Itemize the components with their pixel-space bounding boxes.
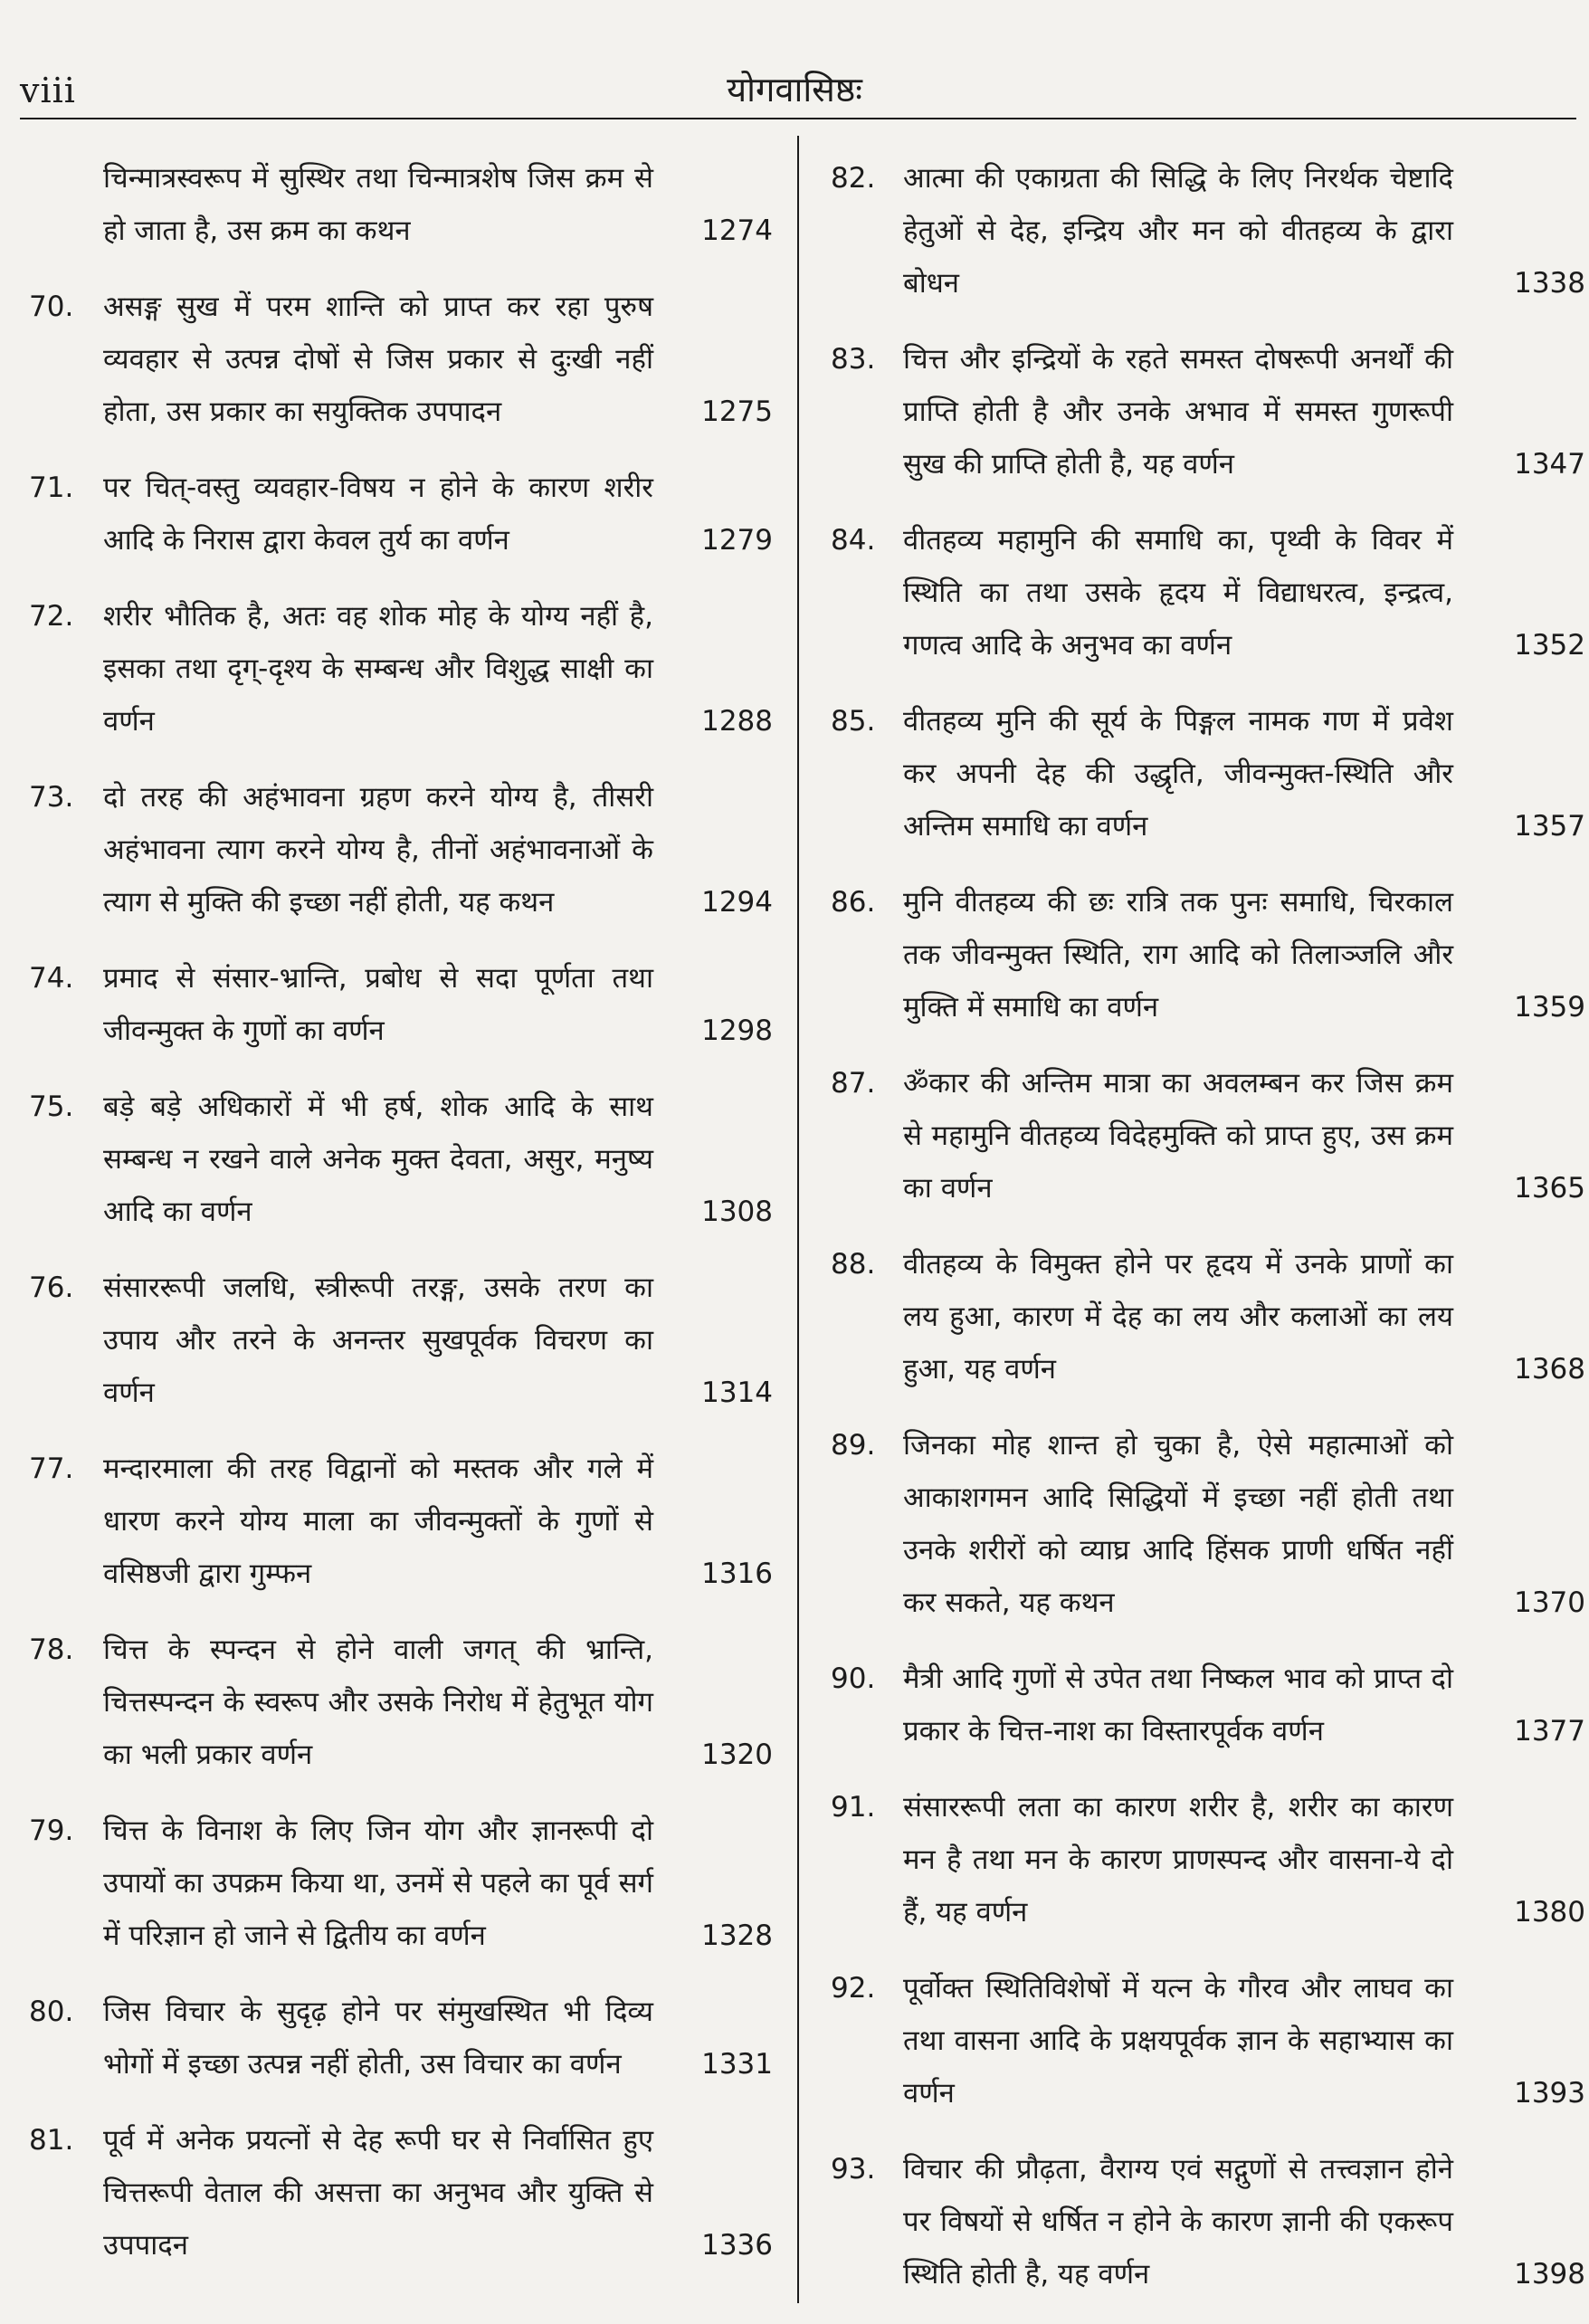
entry-text: संसाररूपी लता का कारण शरीर है, शरीर का कारण मन है तथा मन के कारण प्राणस्पन्द और वासना-ये दो हैं, यह वर्णन [903, 1791, 1453, 1929]
toc-entry [820, 1419, 1585, 1629]
entry-text: पूर्व में अनेक प्रयत्नों से देह रूपी घर से निर्वासित हुए चित्तरूपी वेताल की असत्ता का अनुभव और युक्ति से उपपादन [103, 2124, 653, 2262]
entry-number: 79. [29, 1814, 74, 1847]
entry-page: 1380 [1514, 1896, 1585, 1929]
entry-text: वीतहव्य के विमुक्त होने पर हृदय में उनके प्राणों का लय हुआ, कारण में देह का लय और कलाओं का लय हुआ, यह वर्णन [903, 1248, 1453, 1386]
toc-entry [20, 1443, 780, 1600]
entry-number: 87. [831, 1067, 876, 1100]
entry-page: 1298 [701, 1014, 773, 1047]
toc-entry [20, 1262, 780, 1419]
entry-page: 1398 [1514, 2258, 1585, 2291]
running-title: योगवासिष्ठः [727, 70, 862, 110]
entry-text: चित्त के विनाश के लिए जिन योग और ज्ञानरूपी दो उपायों का उपक्रम किया था, उनमें से पहले का पूर्व सर्ग में परिज्ञान हो जाने से द्वितीय का वर्णन [103, 1814, 653, 1952]
entry-page: 1331 [701, 2048, 773, 2081]
entry-number: 80. [29, 1995, 74, 2028]
entry-number: 92. [831, 1972, 876, 2005]
entry-page: 1338 [1514, 267, 1585, 300]
entry-number: 83. [831, 343, 876, 376]
toc-entry [820, 695, 1585, 852]
entry-number: 73. [29, 781, 74, 814]
entry-text: आत्मा की एकाग्रता की सिद्धि के लिए निरर्थक चेष्टादि हेतुओं से देह, इन्द्रिय और मन को वीतहव्य के द्वारा बोधन [903, 162, 1453, 300]
page-header [0, 0, 1589, 127]
entry-number: 81. [29, 2124, 74, 2157]
toc-entry [20, 281, 780, 438]
left-column [20, 152, 780, 2295]
entry-page: 1347 [1514, 448, 1585, 481]
entry-page: 1320 [701, 1738, 773, 1771]
entry-number: 93. [831, 2153, 876, 2186]
entry-number: 77. [29, 1452, 74, 1485]
entry-number: 89. [831, 1429, 876, 1462]
toc-entry [20, 2114, 780, 2272]
entry-page: 1359 [1514, 991, 1585, 1024]
entry-number: 84. [831, 524, 876, 557]
entry-text: चित्त और इन्द्रियों के रहते समस्त दोषरूपी अनर्थों की प्राप्ति होती है और उनके अभाव में समस्त गुणरूपी सुख की प्राप्ति होती है, यह वर्णन [903, 343, 1453, 481]
entry-text: जिनका मोह शान्त हो चुका है, ऐसे महात्माओं को आकाशगमन आदि सिद्धियों में इच्छा नहीं होती तथा उनके शरीरों को व्याघ्र आदि हिंसक प्राणी धर्षित नहीं कर सकते, यह कथन [903, 1429, 1453, 1619]
entry-text: चिन्मात्रस्वरूप में सुस्थिर तथा चिन्मात्रशेष जिस क्रम से हो जाता है, उस क्रम का कथन [103, 162, 653, 247]
entry-page: 1308 [701, 1195, 773, 1228]
right-column [820, 152, 1585, 2324]
entry-page: 1365 [1514, 1172, 1585, 1205]
entry-number: 82. [831, 162, 876, 195]
toc-entry [820, 514, 1585, 671]
entry-text: जिस विचार के सुदृढ़ होने पर संमुखस्थित भी दिव्य भोगों में इच्छा उत्पन्न नहीं होती, उस विचार का वर्णन [103, 1995, 653, 2081]
entry-number: 78. [29, 1633, 74, 1666]
entry-text: प्रमाद से संसार-भ्रान्ति, प्रबोध से सदा पूर्णता तथा जीवन्मुक्त के गुणों का वर्णन [103, 962, 653, 1047]
entry-number: 86. [831, 886, 876, 919]
toc-entry [820, 1781, 1585, 1938]
toc-entry [20, 152, 780, 257]
entry-page: 1377 [1514, 1715, 1585, 1748]
entry-number: 88. [831, 1248, 876, 1281]
entry-page: 1279 [701, 524, 773, 557]
entry-page: 1316 [701, 1557, 773, 1590]
toc-entry [820, 1238, 1585, 1395]
toc-entry [820, 1057, 1585, 1214]
entry-text: चित्त के स्पन्दन से होने वाली जगत् की भ्रान्ति, चित्तस्पन्दन के स्वरूप और उसके निरोध में हेतुभूत योग का भली प्रकार वर्णन [103, 1633, 653, 1771]
entry-text: मुनि वीतहव्य की छः रात्रि तक पुनः समाधि, चिरकाल तक जीवन्मुक्त स्थिति, राग आदि को तिलाञ्जलि और मुक्ति में समाधि का वर्णन [903, 886, 1453, 1024]
entry-page: 1274 [701, 214, 773, 247]
entry-text: वीतहव्य महामुनि की समाधि का, पृथ्वी के विवर में स्थिति का तथा उसके हृदय में विद्याधरत्व, इन्द्रत्व, गणत्व आदि के अनुभव का वर्णन [903, 524, 1453, 662]
entry-number: 70. [29, 290, 74, 323]
entry-page: 1368 [1514, 1353, 1585, 1386]
toc-entry [820, 152, 1585, 310]
entry-page: 1357 [1514, 810, 1585, 843]
toc-entry [20, 1986, 780, 2091]
toc-entry [20, 1624, 780, 1781]
entry-number: 72. [29, 600, 74, 633]
toc-entry [820, 2143, 1585, 2300]
entry-page: 1336 [701, 2229, 773, 2262]
entry-text: बड़े बड़े अधिकारों में भी हर्ष, शोक आदि के साथ सम्बन्ध न रखने वाले अनेक मुक्त देवता, असुर, मनुष्य आदि का वर्णन [103, 1091, 653, 1228]
toc-entry [820, 1962, 1585, 2119]
toc-entry [20, 462, 780, 567]
toc-entry [820, 333, 1585, 491]
entry-number: 85. [831, 705, 876, 738]
entry-text: मन्दारमाला की तरह विद्वानों को मस्तक और गले में धारण करने योग्य माला का जीवन्मुक्तों के गुणों से वसिष्ठजी द्वारा गुम्फन [103, 1452, 653, 1590]
entry-text: वीतहव्य मुनि की सूर्य के पिङ्गल नामक गण में प्रवेश कर अपनी देह की उद्धृति, जीवन्मुक्त-स्थिति और अन्तिम समाधि का वर्णन [903, 705, 1453, 843]
entry-number: 71. [29, 471, 74, 504]
entry-text: ॐकार की अन्तिम मात्रा का अवलम्बन कर जिस क्रम से महामुनि वीतहव्य विदेहमुक्ति को प्राप्त हुए, उस क्रम का वर्णन [903, 1067, 1453, 1205]
entry-text: असङ्ग सुख में परम शान्ति को प्राप्त कर रहा पुरुष व्यवहार से उत्पन्न दोषों से जिस प्रकार से दुःखी नहीं होता, उस प्रकार का सयुक्तिक उपपादन [103, 290, 653, 428]
entry-number: 74. [29, 962, 74, 995]
entry-text: दो तरह की अहंभावना ग्रहण करने योग्य है, तीसरी अहंभावना त्याग करने योग्य है, तीनों अहंभावनाओं के त्याग से मुक्ति की इच्छा नहीं होती, यह कथन [103, 781, 653, 919]
entry-text: शरीर भौतिक है, अतः वह शोक मोह के योग्य नहीं है, इसका तथा दृग्-दृश्य के सम्बन्ध और विशुद्ध साक्षी का वर्णन [103, 600, 653, 738]
entry-page: 1314 [701, 1376, 773, 1409]
entry-text: मैत्री आदि गुणों से उपेत तथा निष्कल भाव को प्राप्त दो प्रकार के चित्त-नाश का विस्तारपूर्वक वर्णन [903, 1662, 1453, 1748]
entry-page: 1352 [1514, 629, 1585, 662]
entry-text: पर चित्-वस्तु व्यवहार-विषय न होने के कारण शरीर आदि के निरास द्वारा केवल तुर्य का वर्णन [103, 471, 653, 557]
entry-number: 91. [831, 1791, 876, 1824]
entry-page: 1328 [701, 1919, 773, 1952]
toc-entry [820, 1653, 1585, 1757]
toc-entry [20, 1805, 780, 1962]
entry-number: 75. [29, 1091, 74, 1123]
column-divider [797, 136, 799, 2303]
entry-number: 76. [29, 1272, 74, 1304]
entry-text: विचार की प्रौढ़ता, वैराग्य एवं सद्गुणों से तत्त्वज्ञान होने पर विषयों से धर्षित न होने के कारण ज्ञानी की एकरूप स्थिति होती है, यह वर्णन [903, 2153, 1453, 2291]
entry-page: 1288 [701, 705, 773, 738]
toc-entry [20, 590, 780, 748]
entry-page: 1370 [1514, 1586, 1585, 1619]
toc-entry [20, 952, 780, 1057]
entry-page: 1275 [701, 395, 773, 428]
entry-text: पूर्वोक्त स्थितिविशेषों में यत्न के गौरव और लाघव का तथा वासना आदि के प्रक्षयपूर्वक ज्ञान के सहाभ्यास का वर्णन [903, 1972, 1453, 2110]
toc-entry [20, 771, 780, 929]
toc-entry [20, 1081, 780, 1238]
page-number: viii [20, 71, 76, 110]
entry-page: 1393 [1514, 2077, 1585, 2110]
entry-number: 90. [831, 1662, 876, 1695]
header-rule [20, 118, 1576, 119]
entry-page: 1294 [701, 886, 773, 919]
toc-entry [820, 876, 1585, 1033]
entry-text: संसाररूपी जलधि, स्त्रीरूपी तरङ्ग, उसके तरण का उपाय और तरने के अनन्तर सुखपूर्वक विचरण का वर्णन [103, 1272, 653, 1409]
